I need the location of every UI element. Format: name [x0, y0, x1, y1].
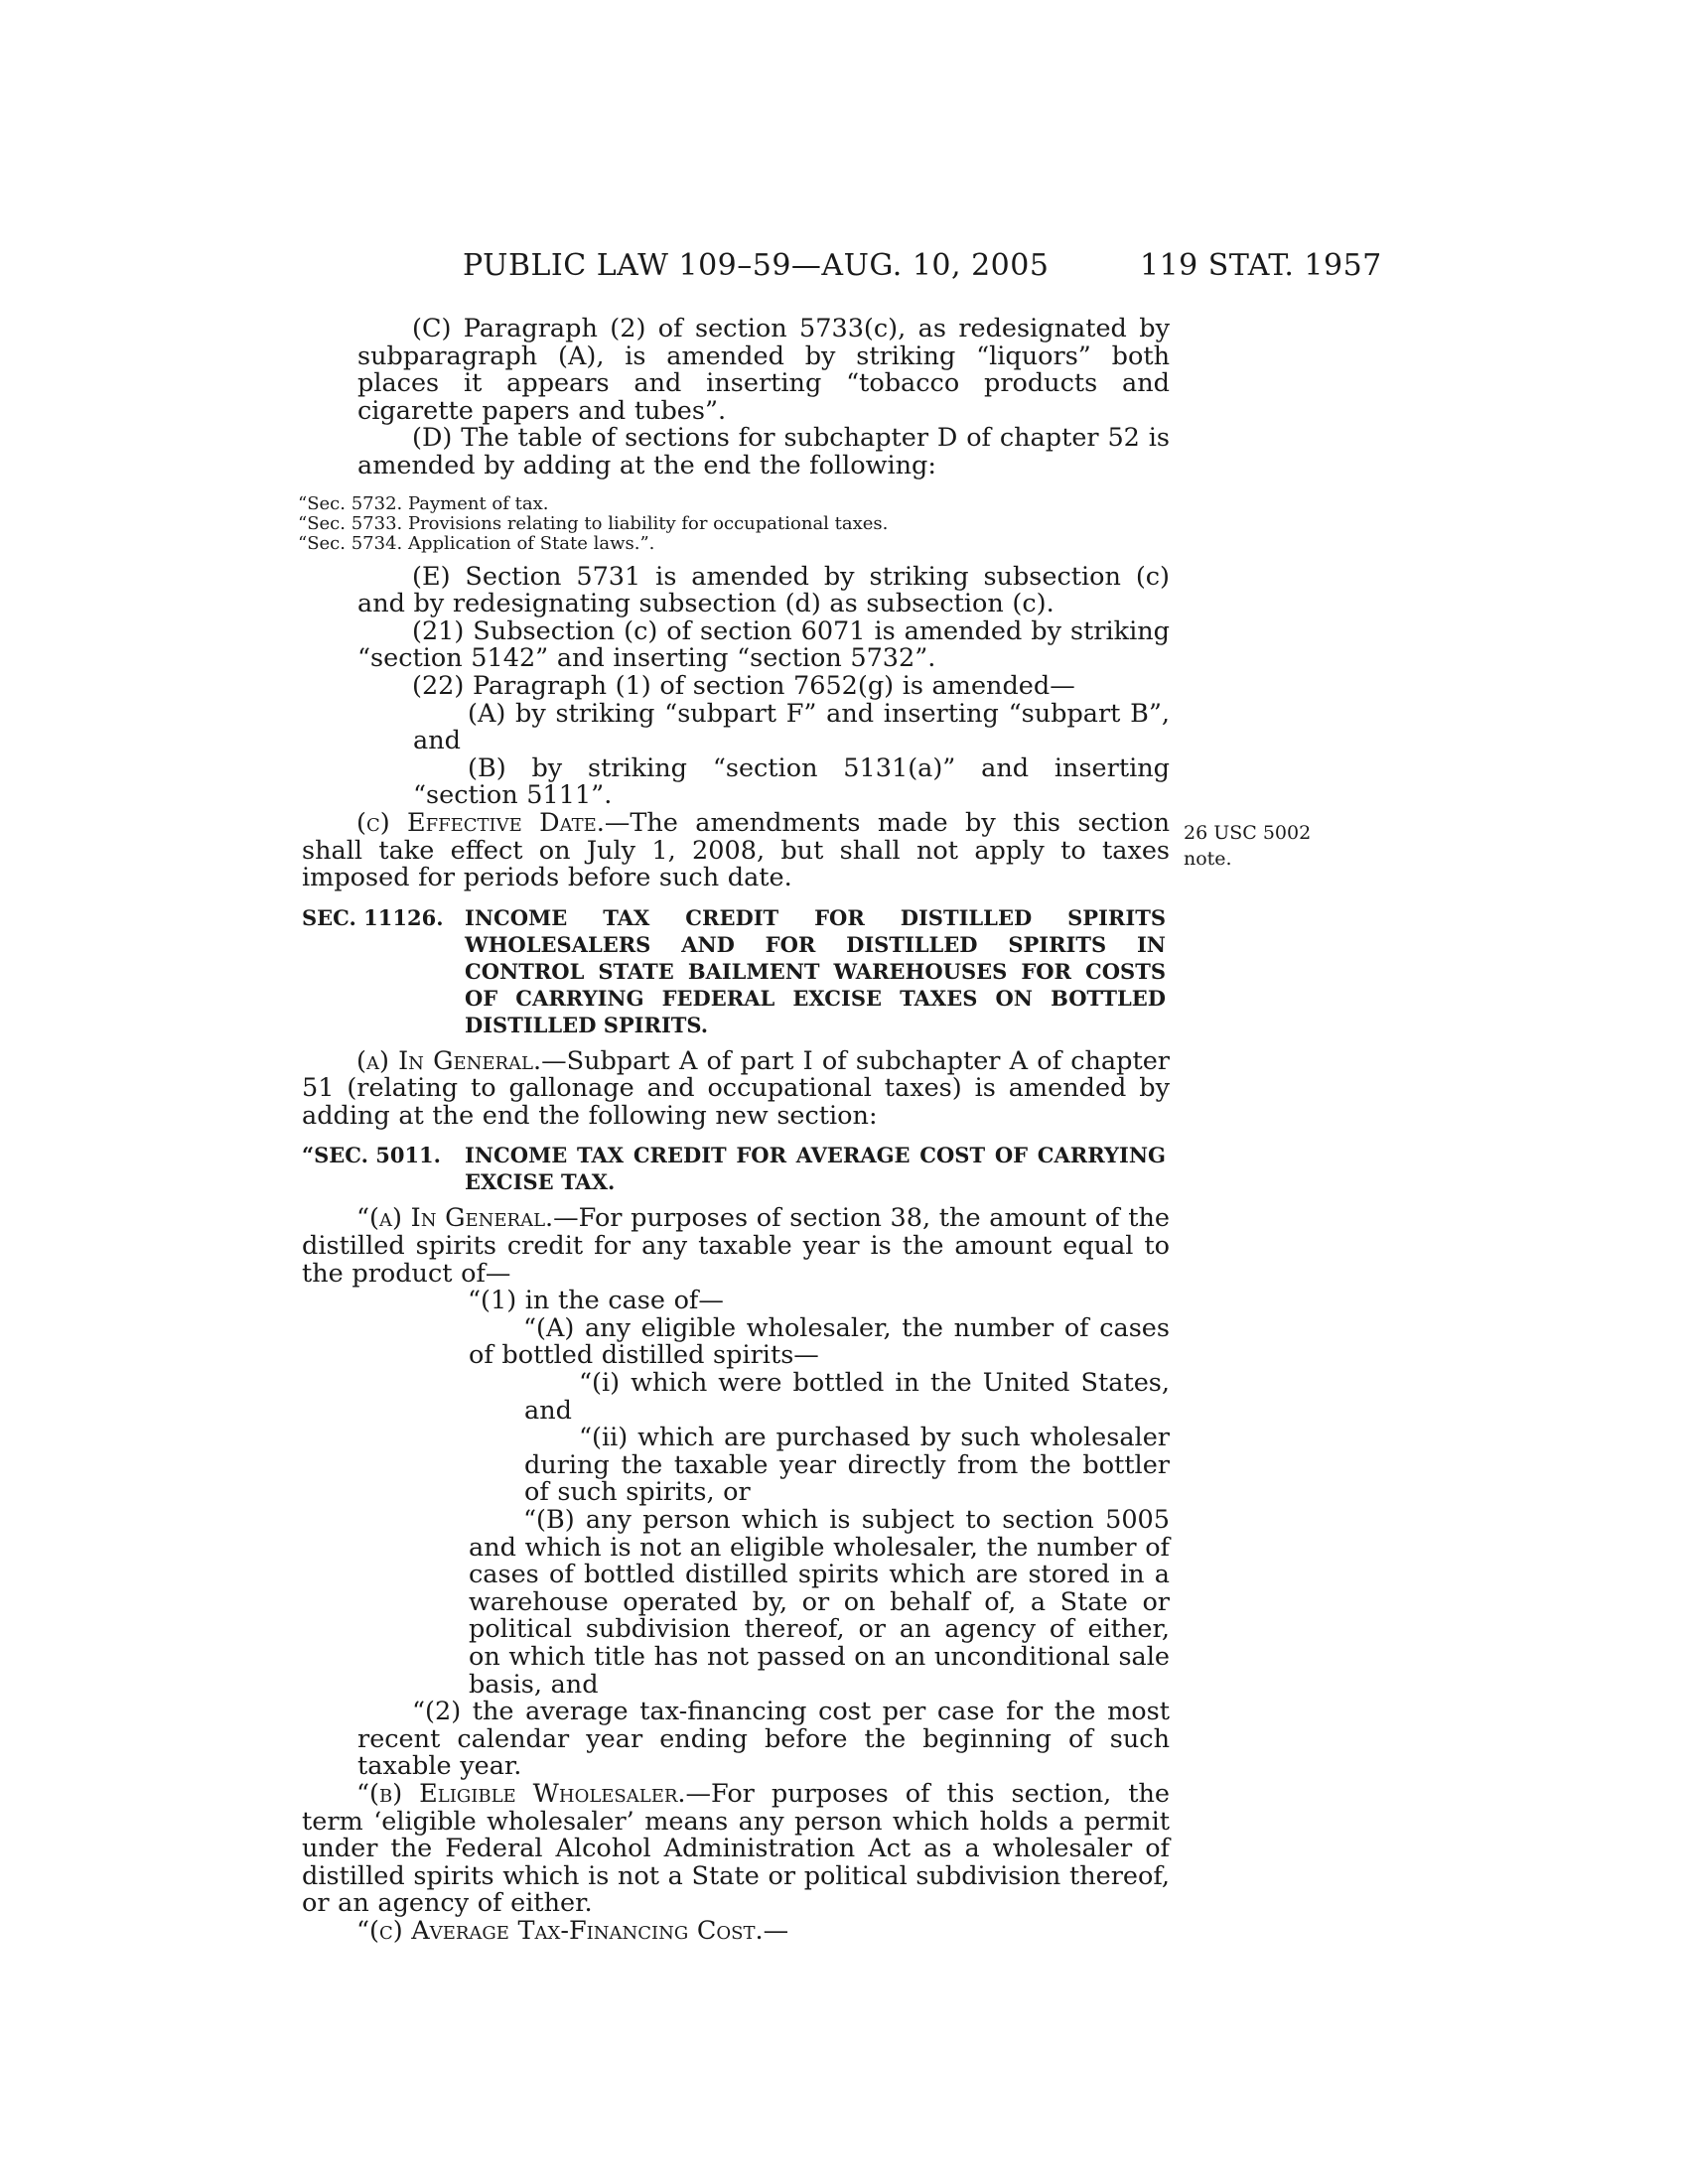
paragraph-22a: (A) by striking “subpart F” and inserting “subpart B”, and: [413, 698, 1170, 756]
effective-date-heading: (c) Effective Date.: [356, 807, 605, 838]
margin-note-line2: note.: [1184, 848, 1232, 870]
quoted-b-text: —For purposes of this section, the term ‘eligible wholesaler’ means any person which holds a permit under the Federal Alcohol Administration Act as a wholesaler of distilled spirits which is not a State or political subdivision thereof, or an agency of either.: [302, 1778, 1170, 1919]
paragraph-quoted-c: [302, 1915, 1170, 1946]
section-11126-heading: [302, 904, 1170, 1038]
paragraph-quoted-ii: “(ii) which are purchased by such wholesaler during the taxable year directly from the bottler of such spirits, or: [524, 1423, 1170, 1508]
toc-item: “Sec. 5732. Payment of tax.: [298, 492, 549, 514]
paragraph-22: (22) Paragraph (1) of section 7652(g) is amended—: [412, 670, 1075, 701]
quoted-b-heading: “(b) Eligible Wholesaler.: [356, 1778, 686, 1809]
toc-item: “Sec. 5734. Application of State laws.”.: [298, 532, 655, 554]
paragraph-effective-date: [302, 807, 1170, 893]
paragraph-a-in-general: [302, 1045, 1170, 1131]
quoted-a-text: —For purposes of section 38, the amount of the distilled spirits credit for any taxable year is the amount equal to the product of—: [302, 1203, 1171, 1289]
paragraph-e: (E) Section 5731 is amended by striking subsection (c) and by redesignating subsection (d) as subsection (c).: [357, 561, 1170, 619]
paragraph-21: (21) Subsection (c) of section 6071 is amended by striking “section 5142” and inserting “section 5732”.: [357, 615, 1170, 674]
quoted-c-text: —: [763, 1915, 789, 1946]
paragraph-22b: (B) by striking “section 5131(a)” and inserting “section 5111”.: [413, 752, 1170, 811]
table-of-sections: [298, 494, 1170, 554]
section-5011-number: “SEC. 5011.: [302, 1143, 441, 1168]
paragraph-quoted-i: “(i) which were bottled in the United States, and: [524, 1368, 1170, 1426]
quoted-c-heading: “(c) Average Tax-Financing Cost.: [356, 1915, 764, 1946]
paragraph-quoted-A: “(A) any eligible wholesaler, the number of cases of bottled distilled spirits—: [469, 1312, 1170, 1371]
paragraph-quoted-b: [302, 1778, 1170, 1919]
toc-item: “Sec. 5733. Provisions relating to liability for occupational taxes.: [298, 512, 889, 534]
paragraph-quoted-1: “(1) in the case of—: [468, 1286, 724, 1316]
document-body: [298, 314, 1171, 1946]
section-5011-title: INCOME TAX CREDIT FOR AVERAGE COST OF CARRYING EXCISE TAX.: [465, 1143, 1166, 1195]
page-header-stat: 119 STAT. 1957: [1140, 248, 1382, 283]
a-in-general-text: —Subpart A of part I of subchapter A of chapter 51 (relating to gallonage and occupational taxes) is amended by adding at the end the following new section:: [302, 1045, 1170, 1131]
section-5011-heading: [302, 1142, 1170, 1195]
section-11126-number: SEC. 11126.: [302, 904, 444, 930]
paragraph-d-table: (D) The table of sections for subchapter D of chapter 52 is amended by adding at the end the following:: [357, 423, 1170, 480]
paragraph-quoted-a: [302, 1205, 1170, 1288]
effective-date-text: —The amendments made by this section shall take effect on July 1, 2008, but shall not apply to taxes imposed for periods before such date.: [302, 807, 1170, 893]
paragraph-quoted-2: “(2) the average tax-financing cost per case for the most recent calendar year ending before the beginning of such taxable year.: [357, 1697, 1170, 1782]
section-11126-title: INCOME TAX CREDIT FOR DISTILLED SPIRITS WHOLESALERS AND FOR DISTILLED SPIRITS IN CONTROL STATE BAILMENT WAREHOUSES FOR COSTS OF CARRYING FEDERAL EXCISE TAXES ON BOTTLED DISTILLED SPIRITS.: [465, 904, 1166, 1037]
margin-note: [1184, 820, 1311, 872]
paragraph-quoted-B: “(B) any person which is subject to section 5005 and which is not an eligible wholesaler, the number of cases of bottled distilled spirits which are stored in a warehouse operated by, or on behalf of, a State or political subdivision thereof, or an agency of either, on which title has not passed on an unconditional sale basis, and: [469, 1505, 1170, 1700]
quoted-a-heading: “(a) In General.: [356, 1203, 554, 1234]
margin-note-line1: 26 USC 5002: [1184, 822, 1312, 844]
page-header-title: PUBLIC LAW 109–59—AUG. 10, 2005: [463, 248, 1050, 283]
a-in-general-heading: (a) In General.: [356, 1045, 542, 1076]
paragraph-c-para2: (C) Paragraph (2) of section 5733(c), as redesignated by subparagraph (A), is amended by striking “liquors” both places it appears and inserting “tobacco products and cigarette papers and tubes”.: [357, 314, 1170, 426]
